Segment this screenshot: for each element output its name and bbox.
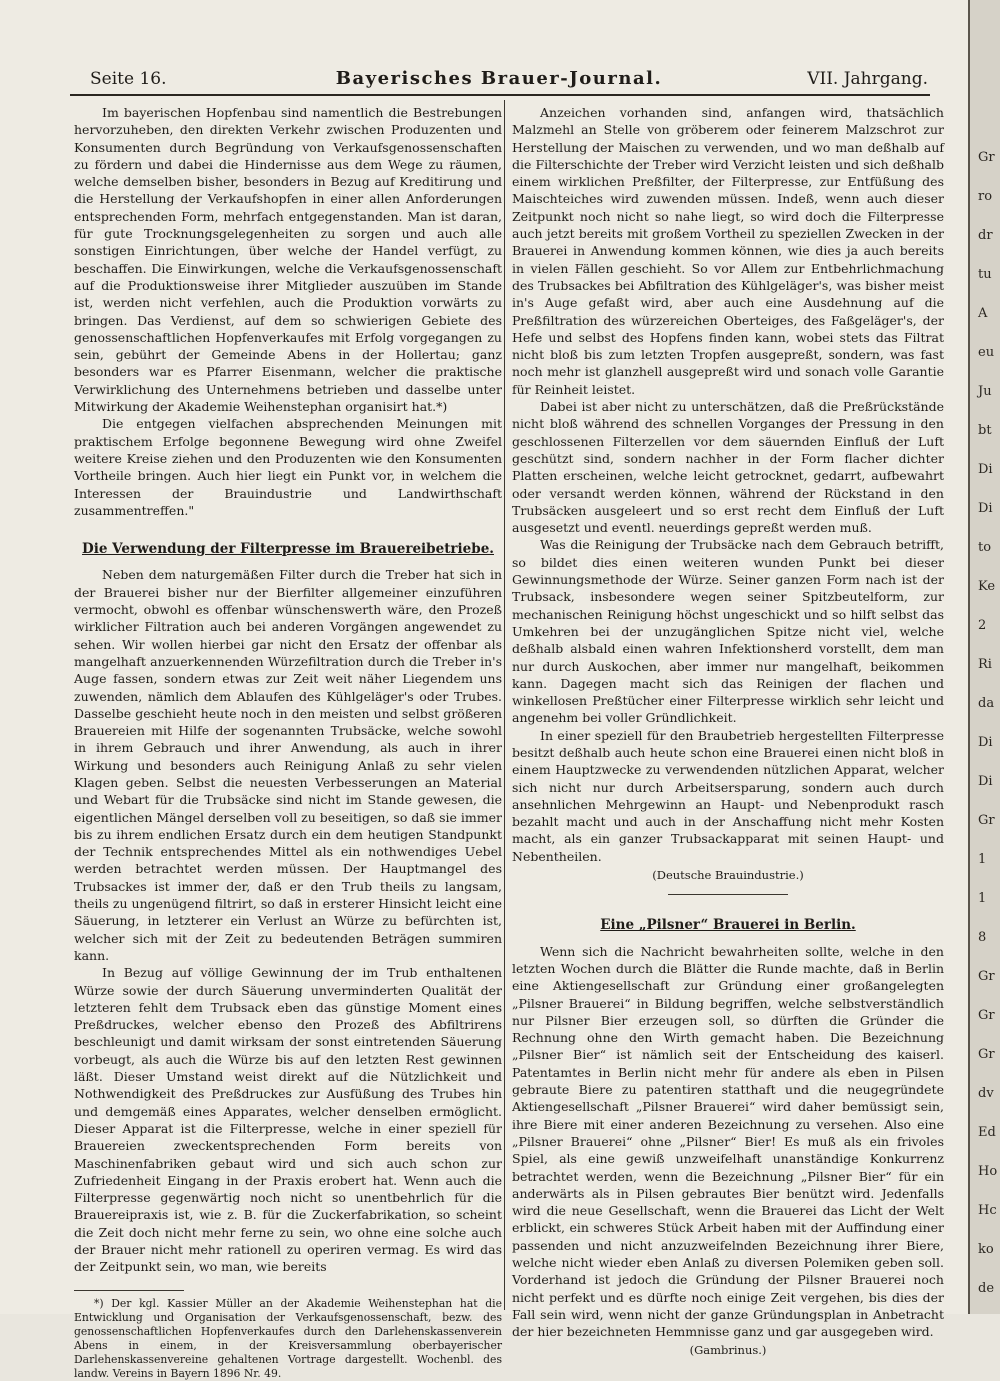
right-paragraph-4: In einer speziell für den Braubetrieb hergestellten Filterpresse besitzt deßhalb auch heute schon eine Brauerei einen nicht bloß in einem Hauptzwecke zu verwendenden nützlichen Apparat, welcher sich nicht nur durch Arbeitsersparung, sondern auch durch ansehnlichen Mehrgewinn an Haupt- und Nebenprodukt rasch bezahlt macht und auch in der Anschaffung nicht mehr Kosten macht, als ein ganzer Trubsackapparat mit seinen Haupt- und Nebentheilen. bbox=[512, 727, 944, 864]
article-heading-pilsner: Eine „Pilsner“ Brauerei in Berlin. bbox=[600, 917, 856, 934]
edge-fragment: Ri bbox=[978, 657, 992, 672]
right-paragraph-2: Dabei ist aber nicht zu unterschätzen, daß die Preßrückstände nicht bloß während des schnellen Vorganges der Pressung in den geschlossenen Filterzellen vor dem säuernden Einfluß der Luft geschützt sind, sondern nachher in der Form flacher dichter Platten erscheinen, welche leicht getrocknet, gedarrt, aufbewahrt oder versandt werden können, während der Rückstand in den Trubsäcken ausgeleert und so erst recht dem Einfluß der Luft ausgesetzt und eventl. neuerdings gepreßt werden muß. bbox=[512, 399, 944, 536]
edge-fragment: Gr bbox=[978, 969, 995, 984]
edge-fragment: 2 bbox=[978, 618, 987, 633]
edge-fragment: Gr bbox=[978, 150, 995, 165]
footnote-rule bbox=[74, 1290, 184, 1291]
edge-fragment: A bbox=[978, 306, 988, 321]
left-paragraph-4: In Bezug auf völlige Gewinnung der im Trub enthaltenen Würze sowie der durch Säuerung unverminderten Qualität der letzteren fehlt dem Trubsack eben das günstige Moment eines Preßdruckes, welcher ebenso den Prozeß des Abfiltrirens beschleunigt und damit wirksam der sonst eintretenden Säuerung vorbeugt, als auch die Würze bis auf den letzten Rest gewinnen läßt. Dieser Umstand weist direkt auf die Nützlichkeit und Nothwendigkeit des Preßdruckes zur Ausfüßung des Trubes hin und demgemäß eines Apparates, welcher denselben ermöglicht. Dieser Apparat ist die Filterpresse, welche in einer speziell für Brauereien zweckentsprechenden Form bereits von Maschinenfabriken gebaut wird und sich auch schon zur Zufriedenheit Eingang in der Praxis erobert hat. Wenn auch die Filterpresse gegenwärtig noch nicht so unentbehrlich für die Brauereipraxis ist, wie z. B. für die Zuckerfabrikation, so scheint die Zeit doch nicht mehr ferne zu sein, wo ohne eine solche auch der Brauer nicht mehr rationell zu operiren vermag. Es wird das der Zeitpunkt sein, wo man, wie bereits bbox=[74, 965, 502, 1275]
edge-fragment: ko bbox=[978, 1242, 994, 1257]
edge-fragment: Ho bbox=[978, 1164, 998, 1179]
edge-fragment: Di bbox=[978, 735, 993, 750]
edge-fragment: to bbox=[978, 540, 992, 555]
edge-fragment: tu bbox=[978, 267, 992, 282]
edge-fragment: 1 bbox=[978, 852, 987, 867]
right-paragraph-5: Wenn sich die Nachricht bewahrheiten sollte, welche in den letzten Wochen durch die Blätter die Runde machte, daß in Berlin eine Aktiengesellschaft zur Gründung einer großangelegten „Pilsner Brauerei“ in Bildung begriffen, welche selbstverständlich nur Pilsner Bier erzeugen soll, so dürften die Gründer die Rechnung ohne den Wirth gemacht haben. Die Bezeichnung „Pilsner Bier“ ist nämlich seit der Entscheidung des kaiserl. Patentamtes in Berlin nicht mehr für andere als eben in Pilsen gebraute Biere zu patentiren statthaft und die neugegründete Aktiengesellschaft „Pilsner Brauerei“ wird daher bemüssigt sein, ihre Biere mit einer anderen Bezeichnung zu versehen. Also eine „Pilsner Brauerei“ ohne „Pilsner“ Bier! Es muß als ein frivoles Spiel, als eine gewiß unzweifelhaft unanständige Konkurrenz betrachtet werden, wenn die Bezeichnung „Pilsner Bier“ für ein anderwärts als in Pilsen gebrautes Bier benützt wird. Jedenfalls wird die neue Gesellschaft, wenn die Brauerei das Licht der Welt erblickt, ein schweres Stück Arbeit haben mit der Auffindung einer passenden und nicht anzuzweifelnden Bezeichnung ihrer Biere, welche nicht wieder eben Anlaß zu diversen Polemiken geben soll. Vorderhand ist jedoch die Gründung der Pilsner Brauerei noch nicht perfekt und es dürfte noch einige Zeit vergehen, bis dies der Fall sein wird, wenn nicht der ganze Gründungsplan in Anbetracht der hier bezeichneten Hemmnisse ganz und gar ausgegeben wird. bbox=[512, 943, 944, 1340]
left-paragraph-1: Im bayerischen Hopfenbau sind namentlich die Bestrebungen hervorzuheben, den direkten Verkehr zwischen Produzenten und Konsumenten durch Begründung von Verkaufsgenossenschaften zu fördern und dabei die Hindernisse aus dem Wege zu räumen, welche demselben bisher, besonders in Bezug auf Kreditirung und die Herstellung der Verkaufshopfen in einer allen Anforderungen entsprechenden Form, mehrfach entgegenstanden. Man ist daran, für gute Trocknungsgelegenheiten zu sorgen und auch alle sonstigen Einrichtungen, über welche der Handel verfügt, zu beschaffen. Die Einwirkungen, welche die Verkaufsgenossenschaft auf die Produktionsweise ihrer Mitglieder auszuüben im Stande ist, werden nicht verfehlen, auch die Produktion vorwärts zu bringen. Das Verdienst, auf dem so schwierigen Gebiete des genossenschaftlichen Hopfenverkaufes mit Erfolg vorgegangen zu sein, gebührt der Gemeinde Abens in der Hollertau; ganz besonders war es Pfarrer Eisenmann, welcher die praktische Verwirklichung des Unternehmens betrieben und dasselbe unter Mitwirkung der Akademie Weihenstephan organisirt hat.*) bbox=[74, 105, 502, 415]
edge-fragment: 1 bbox=[978, 891, 987, 906]
edge-fragment: Di bbox=[978, 501, 993, 516]
edge-fragment: de bbox=[978, 1281, 995, 1296]
volume-year: VII. Jahrgang. bbox=[807, 69, 928, 89]
edge-fragment: Gr bbox=[978, 1008, 995, 1023]
edge-fragment: Ju bbox=[978, 384, 992, 399]
footnote: *) Der kgl. Kassier Müller an der Akademie Weihenstephan hat die Entwicklung und Organisation der Verkaufsgenossenschaft, bezw. des genossenschaftlichen Hopfenverkaufes durch den Darlehenskassenverein Abens in einem, in der Kreisversammlung oberbayerischer Darlehenskassenvereine gehaltenen Vortrage dargestellt. Wochenbl. des landw. Vereins in Bayern 1896 Nr. 49. bbox=[74, 1296, 502, 1380]
right-paragraph-1: Anzeichen vorhanden sind, anfangen wird, thatsächlich Malzmehl an Stelle von gröberem oder feinerem Malzschrot zur Herstellung der Maischen zu verwenden, und wo man deßhalb auf die Filterschichte der Treber wird Verzicht leisten und sich deßhalb einem wirklichen Preßfilter, der Filterpresse, zur Entfüßung des Maischteiches wird zuwenden müssen. Indeß, wenn auch dieser Zeitpunkt noch nicht so nahe liegt, so wird doch die Filterpresse auch jetzt bereits mit großem Vortheil zu speziellen Zwecken in der Brauerei in Anwendung kommen können, wie dies ja auch bereits in vielen Fällen geschieht. So vor Allem zur Entbehrlichmachung des Trubsackes bei Abfiltration des Kühlgeläger's, was bisher meist in's Auge gefaßt wird, aber auch eine Ausdehnung auf die Preßfiltration des würzereichen Oberteiges, des Faßgeläger's, der Hefe und selbst des Hopfens finden kann, wobei stets das Filtrat nicht bloß bis zum letzten Tropfen ausgepreßt, sondern, was fast noch mehr ist glanzhell ausgepreßt wird und sonach volle Garantie für Reinheit leistet. bbox=[512, 105, 944, 397]
left-paragraph-3: Neben dem naturgemäßen Filter durch die Treber hat sich in der Brauerei bisher nur der Bierfilter allgemeiner einzuführen vermocht, obwohl es offenbar wünschenswerth wäre, den Prozeß wirklicher Filtration auch bei anderen Vorgängen angewendet zu sehen. Wir wollen hierbei gar nicht den Ersatz der offenbar als mangelhaft anzuerkennenden Würzefiltration durch die Treber in's Auge fassen, sondern etwas zur Zeit weit näher Liegendem uns zuwenden, nämlich dem Ablaufen des Kühlgeläger's oder Trubes. Dasselbe geschieht heute noch in den meisten und selbst größeren Brauereien mit Hilfe der sogenannten Trubsäcke, welche sowohl in ihrem Gebrauch und ihrer Anwendung, als auch in ihrer Wirkung und besonders auch Reinigung Anlaß zu sehr vielen Klagen geben. Selbst die neuesten Verbesserungen an Material und Webart für die Trubsäcke sind nicht im Stande gewesen, die eigentlichen Mängel derselben voll zu beseitigen, so daß sie immer bis zu ihrem endlichen Ersatz durch ein dem heutigen Standpunkt der Technik entsprechendes Mittel als ein nothwendiges Uebel werden betrachtet werden müssen. Der Hauptmangel des Trubsackes ist immer der, daß er den Trub theils zu langsam, theils zu ungenügend filtrirt, so daß in ersterer Hinsicht leicht eine Säuerung, in letzterer ein Verlust an Würze zu befürchten ist, welcher sich mit der Zeit zu bedeutenden Beträgen summiren kann. bbox=[74, 567, 502, 963]
page-number: Seite 16. bbox=[90, 69, 167, 89]
edge-fragment: dv bbox=[978, 1086, 994, 1101]
edge-fragment: Hc bbox=[978, 1203, 997, 1218]
article-heading-filterpresse: Die Verwendung der Filterpresse im Brauereibetriebe. bbox=[82, 541, 494, 558]
column-separator bbox=[504, 100, 505, 1310]
edge-fragment: Ke bbox=[978, 579, 996, 594]
edge-fragment: Di bbox=[978, 462, 993, 477]
right-paragraph-3: Was die Reinigung der Trubsäcke nach dem Gebrauch betrifft, so bildet dies einen weiteren wunden Punkt bei dieser Gewinnungsmethode der Würze. Seiner ganzen Form nach ist der Trubsack, insbesondere wegen seiner Spitzbeutelform, zur mechanischen Reinigung höchst ungeschickt und so hilft selbst das Umkehren bei der unzugänglichen Spitze nicht viel, welche deßhalb alsbald einen wahren Infektionsherd vorstellt, dem man nur durch Auskochen, aber immer nur mangelhaft, beikommen kann. Dagegen macht sich das Reinigen der flachen und winkellosen Preßtücher einer Filterpresse wirklich sehr leicht und angenehm bei voller Gründlichkeit. bbox=[512, 537, 944, 726]
edge-fragment: Gr bbox=[978, 1047, 995, 1062]
edge-fragment: dr bbox=[978, 228, 993, 243]
left-paragraph-2: Die entgegen vielfachen absprechenden Meinungen mit praktischem Erfolge begonnene Bewegung wird ohne Zweifel weitere Kreise ziehen und den Produzenten wie den Konsumenten Vortheile bringen. Auch hier liegt ein Punkt vor, in welchem die Interessen der Brauindustrie und Landwirthschaft zusammentreffen." bbox=[74, 416, 502, 518]
edge-fragment: Gr bbox=[978, 813, 995, 828]
article-divider bbox=[668, 894, 788, 895]
edge-fragment: Di bbox=[978, 774, 993, 789]
edge-fragment: da bbox=[978, 696, 995, 711]
journal-title: Bayerisches Brauer-Journal. bbox=[335, 68, 663, 89]
page-header bbox=[70, 58, 928, 98]
source-deutsche-brauindustrie: (Deutsche Brauindustrie.) bbox=[652, 868, 804, 883]
edge-fragment: ro bbox=[978, 189, 993, 204]
edge-fragment: bt bbox=[978, 423, 992, 438]
edge-fragment: 8 bbox=[978, 930, 987, 945]
left-column bbox=[74, 104, 502, 1381]
edge-fragment: Ed bbox=[978, 1125, 996, 1140]
right-column bbox=[512, 104, 944, 1362]
edge-fragment: eu bbox=[978, 345, 995, 360]
adjacent-page-edge bbox=[968, 0, 1000, 1314]
header-rule bbox=[70, 94, 930, 96]
source-gambrinus: (Gambrinus.) bbox=[689, 1343, 767, 1358]
